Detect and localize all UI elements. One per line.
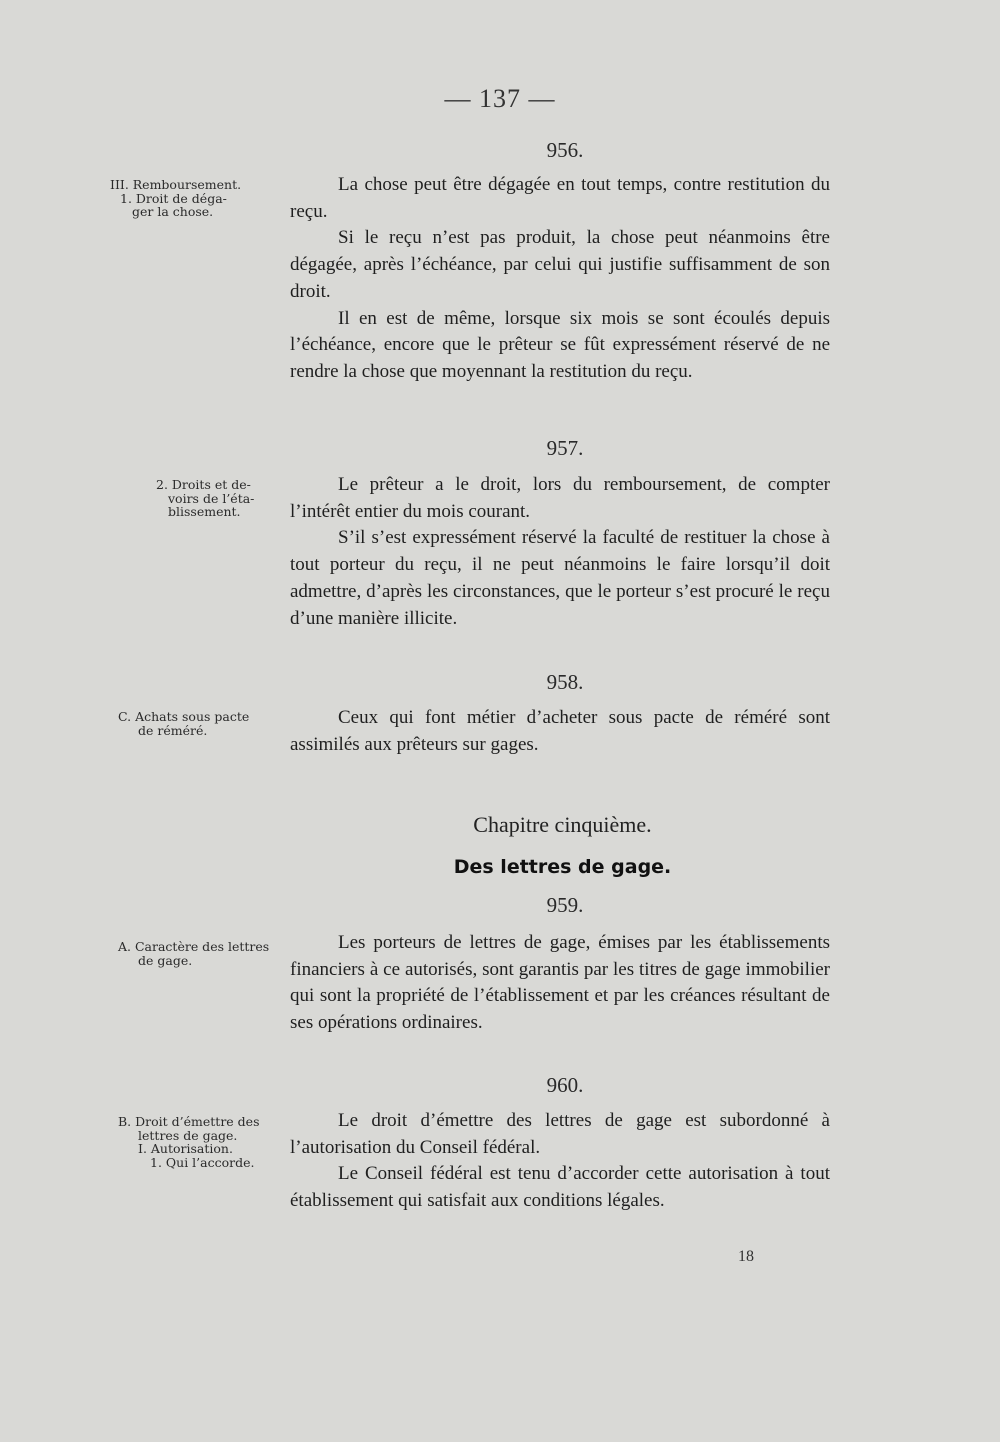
article-text (290, 930, 830, 1037)
margin-note-line: I. Autorisation. (138, 1141, 233, 1156)
margin-note-line: ger la chose. (132, 204, 214, 219)
margin-note-line: 1. Qui l’accorde. (150, 1154, 255, 1170)
article-number: 960. (546, 1073, 584, 1097)
article-number: 957. (546, 436, 584, 460)
article-number: 958. (546, 670, 584, 694)
chapter-subtitle: Des lettres de gage. (453, 856, 672, 878)
margin-note-line: 2. Droits et de- (156, 477, 251, 492)
margin-note-line: III. Remboursement. (110, 177, 242, 192)
chapter-title: Chapitre cinquième. (473, 812, 652, 837)
paragraph: La chose peut être dégagée en tout temps, contre restitution du reçu. (290, 174, 830, 222)
paragraph: Ceux qui font métier d’acheter sous pacte de réméré sont assimilés aux prêteurs sur gages. (290, 707, 830, 755)
margin-note (110, 1115, 285, 1169)
paragraph: Si le reçu n’est pas produit, la chose peut néanmoins être dégagée, après l’échéance, par celui qui justifie suffisamment de son droit. (290, 227, 830, 302)
paragraph: Il en est de même, lorsque six mois se sont écoulés depuis l’échéance, encore que le prêteur se fût expressément réservé de ne rendre la chose que moyennant la restitution du reçu. (290, 307, 830, 382)
paragraph: Le droit d’émettre des lettres de gage est subordonné à l’autorisation du Conseil fédéral. (290, 1110, 830, 1158)
margin-note (110, 710, 285, 737)
paragraph: Le Conseil fédéral est tenu d’accorder cette autorisation à tout établissement qui satisfait aux conditions légales. (290, 1163, 830, 1212)
margin-note-line: de gage. (138, 952, 193, 968)
margin-note (110, 478, 285, 519)
article-number: 959. (546, 893, 584, 917)
paragraph: Le prêteur a le droit, lors du remboursement, de compter l’intérêt entier du mois courant. (290, 474, 830, 522)
article-text (290, 472, 830, 632)
signature-mark: 18 (738, 1248, 754, 1265)
margin-note-line: de réméré. (138, 722, 208, 738)
margin-note (110, 940, 285, 967)
margin-note-line: C. Achats sous pacte (118, 709, 250, 724)
article-text (290, 1108, 830, 1215)
margin-note-line: lettres de gage. (138, 1127, 238, 1143)
paragraph: Les porteurs de lettres de gage, émises par les établissements financiers à ce autorisés, sont garantis par les titres de gage immobilier qui sont la propriété de l’établissement et par les créances résultant de ses opérations ordinaires. (290, 932, 830, 1034)
article-text (290, 172, 830, 386)
margin-note-line: 1. Droit de déga- (120, 190, 227, 206)
page-number: — 137 — (444, 84, 556, 113)
article-text (290, 705, 830, 758)
margin-note-line: A. Caractère des lettres (118, 939, 270, 954)
margin-note-line: blissement. (168, 504, 241, 519)
paragraph: S’il s’est expressément réservé la faculté de restituer la chose à tout porteur du reçu, il ne peut néanmoins le faire lorsqu’il doit admettre, d’après les circonstances, que le porteur s’est procuré le reçu d’une manière illicite. (290, 527, 830, 629)
article-number: 956. (546, 138, 584, 162)
margin-note-line: B. Droit d’émettre des (118, 1114, 260, 1129)
margin-note-line: voirs de l’éta- (168, 490, 255, 506)
margin-note (110, 178, 285, 219)
